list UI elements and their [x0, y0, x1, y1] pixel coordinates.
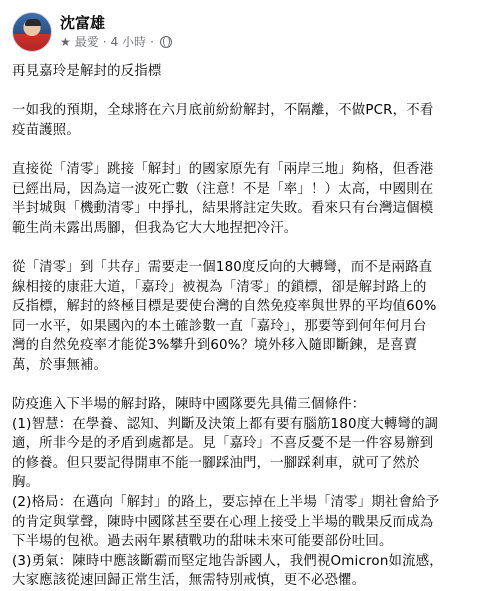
star-icon: ★: [60, 35, 71, 49]
post-time[interactable]: 4 小時: [110, 35, 147, 49]
paragraph-4: 防疫進入下半場的解封路，陳時中國隊要先具備三個條件： (1)智慧：在學養、認知、判斷及決策上都有要有腦筋180度大轉彎的調 適，所非今是的矛盾到處都是。見「嘉玲」不喜反憂不是一件容易辦到 的修養。但只要記得開車不能一腳踩油門，一腳踩剎車，就可了然於 胸。 (2)格局：在邁向「解封」的路上，要忘掉在上半場「清零」期社會給予 的肯定與掌聲，陳時中國隊甚至要在心理上接受上半場的戰果反而成為 下半場的包袱。過去兩年累積戰功的甜味未來可能要部份吐回。 (3)勇氣：陳時中應該斷霸而堅定地告訴國人，我們視Omicron如流感， 大家應該從速回歸正常生活，無需特別戒慎，更不必恐懼。: [12, 397, 443, 589]
post-subline: [60, 34, 176, 50]
paragraph-1: 一如我的預期，全球將在六月底前紛紛解封，不隔離，不做PCR，不看 疫苗護照。: [12, 103, 434, 138]
post-title: 再見嘉玲是解封的反指標: [12, 64, 162, 79]
separator-dot: ·: [150, 35, 154, 49]
paragraph-3: 從「清零」到「共存」需要走一個180度反向的大轉彎，而不是兩路直 線相接的康莊大道，「嘉玲」被視為「清零」的鎖標，卻是解封路上的 反指標，解封的終極目標是要使台灣的自然免疫率與世界的平均值60% 同一水平，如果國內的本土確診數一直「嘉玲」，那要等到何年何月台 灣的自然免疫率才能從3%攀升到60%？境外移入隨即斷鍊，是喜賣 萬，於事無補。: [12, 259, 437, 373]
post-header: [12, 0, 486, 52]
author-name[interactable]: 沈富雄: [60, 14, 106, 32]
avatar[interactable]: [12, 12, 52, 52]
paragraph-2: 直接從「清零」跳接「解封」的國家原先有「兩岸三地」夠格，但香港 已經出局，因為這一波死亡數（注意！不是「率」！）太高，中國則在 半封城與「機動清零」中掙扎，結果將註定失敗。看來只有台灣這個模 範生尚未露出馬腳，但我為它大大地捏把冷汗。: [12, 161, 434, 236]
favorites-label: 最愛: [74, 35, 99, 49]
post-body: [12, 62, 486, 591]
post-meta: [60, 14, 176, 50]
globe-icon[interactable]: [160, 36, 172, 48]
separator-dot: ·: [102, 35, 107, 49]
